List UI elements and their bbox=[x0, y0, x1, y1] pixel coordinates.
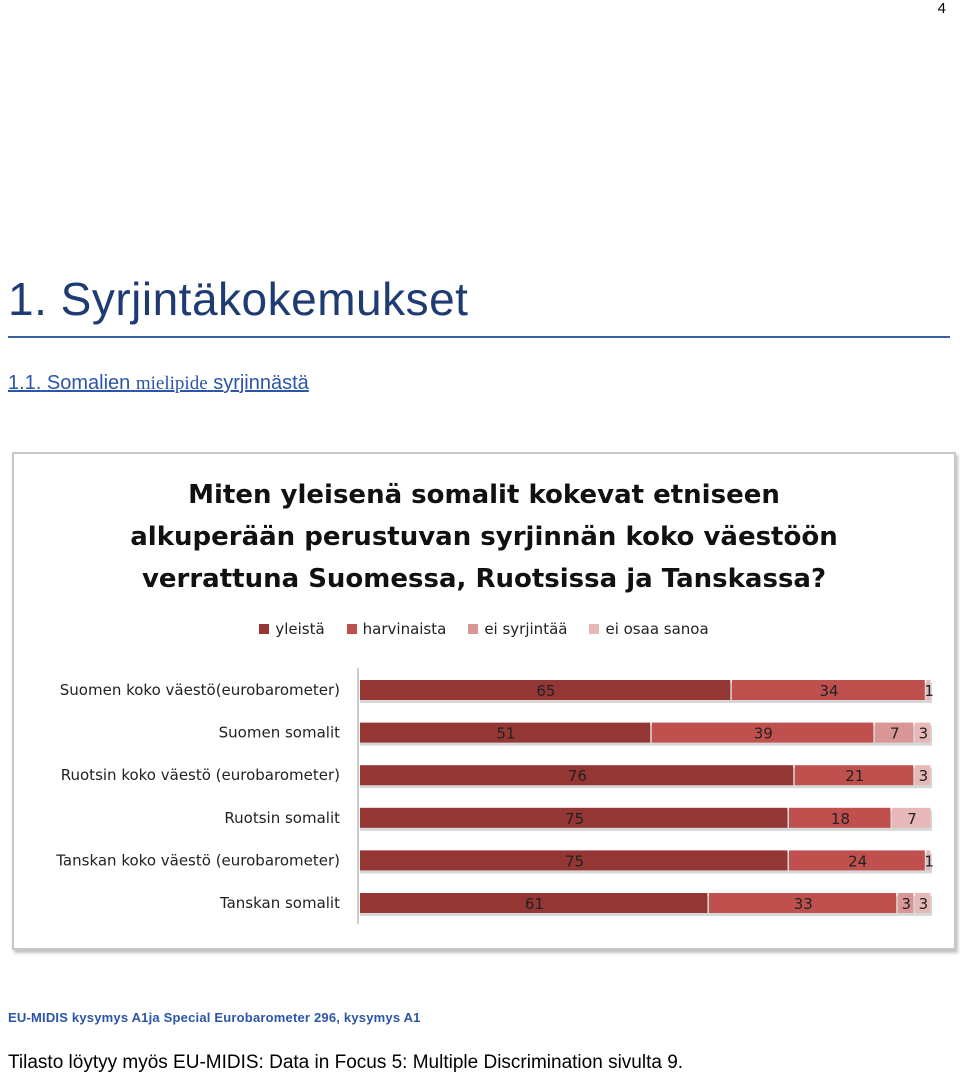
data-label: 61 bbox=[524, 895, 545, 913]
category-label: Suomen somalit bbox=[218, 723, 340, 742]
data-label: 24 bbox=[848, 852, 868, 871]
data-label: 33 bbox=[793, 895, 813, 913]
data-label: 51 bbox=[496, 724, 516, 743]
data-label: 1 bbox=[924, 682, 934, 700]
source-citation: EU-MIDIS kysymys A1ja Special Eurobarometer 296, kysymys A1 bbox=[8, 1010, 421, 1025]
chart-title-line-2: alkuperään perustuvan syrjinnän koko väestöön bbox=[130, 522, 838, 552]
data-label: 76 bbox=[567, 767, 587, 786]
data-label: 65 bbox=[536, 682, 556, 700]
section-title-part-1: Somalien bbox=[46, 372, 131, 394]
legend-label: ei syrjintää bbox=[484, 620, 568, 638]
title-divider bbox=[8, 336, 950, 338]
category-label: Tanskan somalit bbox=[219, 894, 340, 912]
data-label: 7 bbox=[907, 809, 917, 828]
data-label: 75 bbox=[564, 809, 585, 828]
data-label: 34 bbox=[819, 682, 839, 700]
data-label: 1 bbox=[924, 852, 934, 871]
page-number: 4 bbox=[937, 0, 946, 17]
data-label: 39 bbox=[753, 724, 773, 743]
section-title-part-2: mielipide bbox=[135, 373, 208, 394]
statistics-note: Tilasto löytyy myös EU-MIDIS: Data in Focus 5: Multiple Discrimination sivulta 9. bbox=[8, 1052, 684, 1073]
data-label: 21 bbox=[845, 767, 865, 786]
data-label: 18 bbox=[830, 809, 851, 828]
category-label: Ruotsin koko väestö (eurobarometer) bbox=[60, 766, 340, 785]
section-number: 1.1. bbox=[8, 372, 42, 394]
data-label: 3 bbox=[901, 895, 912, 913]
chart-title-line-3: verrattuna Suomessa, Ruotsissa ja Tanskassa? bbox=[141, 564, 827, 594]
data-label: 3 bbox=[918, 724, 929, 743]
legend-label: ei osaa sanoa bbox=[605, 620, 709, 638]
legend-label: yleistä bbox=[275, 620, 325, 638]
section-title-part-3: syrjinnästä bbox=[213, 372, 309, 394]
page-title: 1. Syrjintäkokemukset bbox=[8, 273, 469, 325]
chart-title-line-1: Miten yleisenä somalit kokevat etniseen bbox=[188, 480, 780, 510]
chart-figure bbox=[12, 452, 956, 950]
data-label: 3 bbox=[918, 767, 929, 786]
data-label: 7 bbox=[890, 724, 900, 743]
data-label: 3 bbox=[918, 895, 929, 913]
legend-label: harvinaista bbox=[362, 620, 447, 638]
chart-plot-area bbox=[14, 454, 954, 948]
category-label: Suomen koko väestö(eurobarometer) bbox=[59, 681, 340, 699]
section-heading bbox=[8, 372, 309, 395]
category-label: Ruotsin somalit bbox=[224, 808, 340, 827]
data-label: 75 bbox=[564, 852, 585, 871]
category-label: Tanskan koko väestö (eurobarometer) bbox=[56, 851, 340, 870]
